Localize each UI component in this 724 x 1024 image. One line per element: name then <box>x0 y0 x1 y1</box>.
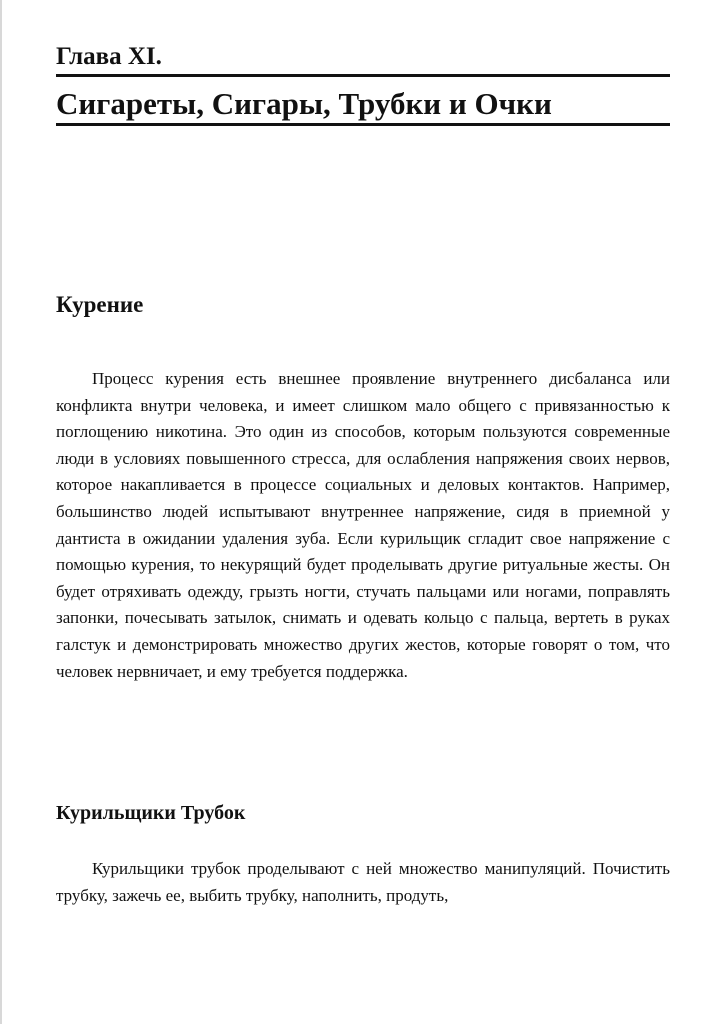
chapter-rule-bottom <box>56 123 670 126</box>
section-heading-smoking: Курение <box>56 292 144 317</box>
paragraph-pipe-smokers: Курильщики трубок проделывают с ней множество манипуляций. Почистить трубку, зажечь ее, выбить трубку, наполнить, продуть, <box>56 859 670 905</box>
section-heading-pipe-smokers: Курильщики Трубок <box>56 802 246 824</box>
paragraph-smoking: Процесс курения есть внешнее проявление внутреннего дисбаланса или конфликта внутри человека, и имеет слишком мало общего с привязанностью к поглощению никотина. Это один из способов, которым пользуются современные люди в условиях повышенного стресса, для ослабления напряжения своих нервов, которое накапливается в процессе социальных и деловых контактов. Например, большинство людей испытывают внутреннее напряжение, сидя в приемной у дантиста в ожидании удаления зуба. Если курильщик сгладит свое напряжение с помощью курения, то некурящий будет проделывать другие ритуальные жесты. Он будет отряхивать одежду, грызть ногти, стучать пальцами или ногами, поправлять запонки, почесывать затылок, снимать и одевать кольцо с пальца, вертеть в руках галстук и демонстрировать множество других жестов, которые говорят о том, что человек нервничает, и ему требуется поддержка. <box>56 369 670 681</box>
chapter-title: Сигареты, Сигары, Трубки и Очки <box>56 86 552 121</box>
chapter-rule-top <box>56 74 670 77</box>
chapter-label: Глава XI. <box>56 43 162 70</box>
